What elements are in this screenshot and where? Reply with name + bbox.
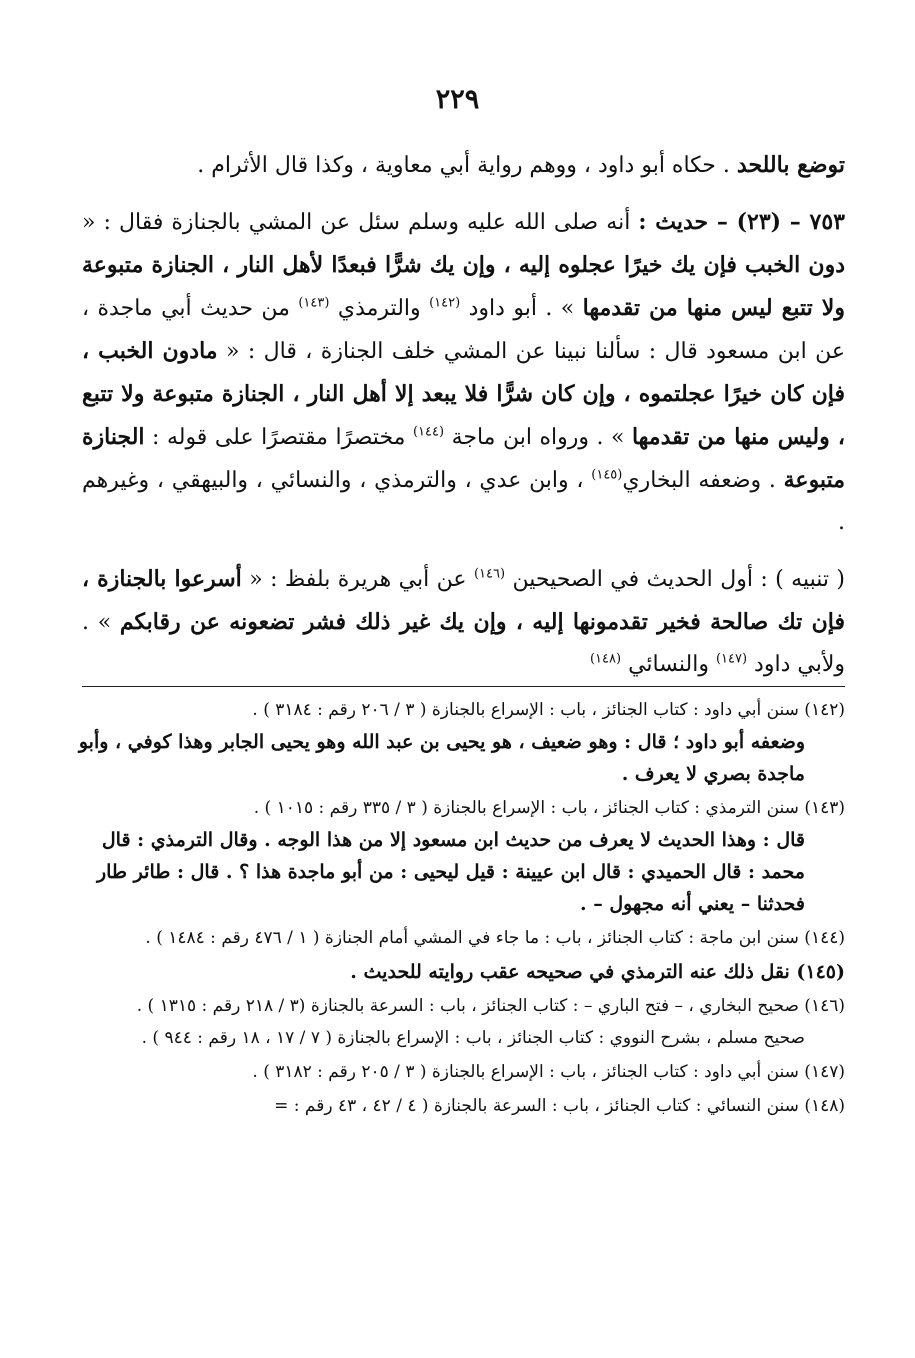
footnote-ref[interactable]: (١٤٨): [589, 651, 622, 667]
footnote-ref[interactable]: (١٤٢): [429, 295, 461, 311]
paragraph-2: [82, 201, 845, 544]
footnote-line: (١٤٥) نقل ذلك عنه الترمذي في صحيحه عقب روايته للحديث .: [350, 961, 845, 983]
paragraph-text: مختصرًا مقتصرًا على قوله :: [144, 425, 413, 450]
paragraph-text: من حديث أبي ماجدة ، عن ابن مسعود قال : سألنا نبينا عن المشي خلف الجنازة ، قال : «: [82, 296, 845, 364]
footnote-continuation: قال : وهذا الحديث لا يعرف من حديث ابن مسعود إلا من هذا الوجه . وقال الترمذي : قال محمد : قال الحميدي : قال ابن عيينة : قيل ليحيى : من أبو ماجدة هذا ؟ . قال : طائر طار فحدثنا – يعني أنه مجهول – .: [96, 829, 805, 915]
paragraph-text: ، وابن عدي ، والترمذي ، والنسائي ، والبيهقي ، وغيرهم .: [82, 468, 845, 535]
paragraph-text: . وضعفه البخاري: [622, 468, 784, 493]
footnote-continuation: صحيح مسلم ، بشرح النووي : كتاب الجنائز ، باب : الإسراع بالجنازة ( ٧ / ١٧ ، ١٨ رقم : ٩٤٤ ) .: [141, 1028, 805, 1048]
paragraph-3: [82, 558, 845, 686]
footnote-145: [66, 956, 845, 988]
hadith-heading: ٧٥٣ – (٢٣) – حديث :: [638, 209, 845, 235]
paragraph-1: [82, 144, 845, 187]
footnote-144: [66, 922, 845, 954]
footnote-divider: [82, 686, 845, 687]
footnote-line: (١٤٣) سنن الترمذي : كتاب الجنائز ، باب : الإسراع بالجنازة ( ٣ / ٣٣٥ رقم : ١٠١٥ ) .: [253, 798, 845, 818]
paragraph-text: . حكاه أبو داود ، ووهم رواية أبي معاوية ، وكذا قال الأثرام .: [197, 153, 737, 178]
footnote-ref[interactable]: (١٤٣): [298, 295, 330, 311]
footnote-147: [66, 1056, 845, 1088]
footnote-line: (١٤٤) سنن ابن ماجة : كتاب الجنائز ، باب : ما جاء في المشي أمام الجنازة ( ١ / ٤٧٦ رقم : ١٤٨٤ ) .: [145, 928, 845, 948]
paragraph-text: أنه صلى الله عليه وسلم سئل عن المشي بالجنازة فقال : «: [82, 210, 639, 235]
hadith-text: الجنازة متبوعة: [82, 424, 845, 493]
footnote-ref[interactable]: (١٤٧): [715, 651, 748, 667]
footnote-143: [66, 792, 845, 920]
paragraph-text: والترمذي: [329, 296, 430, 321]
hadith-text: دون الخبب فإن يك خيرًا عجلوه إليه ، وإن يك شرًّا فبعدًا لأهل النار ، الجنازة متبوعة ولا تتبع ليس منها من تقدمها: [82, 252, 845, 321]
hadith-text: مادون الخبب ، فإن كان خيرًا عجلتموه ، وإن كان شرًّا فلا يبعد إلا أهل النار ، الجنازة متبوعة ولا تتبع ، وليس منها من تقدمها: [82, 338, 845, 450]
paragraph-text: » . ولأبي داود: [82, 610, 845, 677]
bold-lead: توضع باللحد: [736, 152, 845, 178]
paragraph-text: والنسائي: [621, 652, 716, 677]
hadith-text: أسرعوا بالجنازة ، فإن تك صالحة فخير تقدمونها إليه ، وإن يك غير ذلك فشر تضعونه عن رقابكم: [82, 566, 845, 635]
footnote-line: (١٤٢) سنن أبي داود : كتاب الجنائز ، باب : الإسراع بالجنازة ( ٣ / ٢٠٦ رقم : ٣١٨٤ ) .: [252, 700, 845, 720]
footnote-ref[interactable]: (١٤٤): [412, 424, 445, 440]
paragraph-text: » . ورواه ابن ماجة: [444, 425, 632, 450]
footnote-line: (١٤٦) صحيح البخاري ، – فتح الباري – : كتاب الجنائز ، باب : السرعة بالجنازة (٣ / ٢١٨ رقم : ١٣١٥ ) .: [136, 996, 845, 1016]
page-number: ٢٢٩: [435, 84, 480, 115]
footnote-line: (١٤٨) سنن النسائي : كتاب الجنائز ، باب : السرعة بالجنازة ( ٤ / ٤٢ ، ٤٣ رقم : =: [274, 1096, 845, 1116]
footnotes: [66, 694, 845, 1124]
footnote-ref[interactable]: (١٤٥): [591, 467, 623, 483]
paragraph-text: ( تنبيه ) : أول الحديث في الصحيحين: [505, 567, 846, 592]
footnote-148: [66, 1090, 845, 1122]
footnote-146: [66, 990, 845, 1054]
main-text: [82, 144, 845, 686]
footnote-line: (١٤٧) سنن أبي داود : كتاب الجنائز ، باب : الإسراع بالجنازة ( ٣ / ٢٠٥ رقم : ٣١٨٢ ) .: [252, 1062, 845, 1082]
paragraph-text: » . أبو داود: [460, 296, 583, 321]
footnote-continuation: وضعفه أبو داود ؛ قال : وهو ضعيف ، هو يحيى بن عبد الله وهو يحيى الجابر وهذا كوفي ، وأبو ماجدة بصري لا يعرف .: [78, 731, 805, 785]
footnote-ref[interactable]: (١٤٦): [473, 566, 506, 582]
paragraph-text: عن أبي هريرة بلفظ : «: [241, 567, 474, 592]
footnote-142: [66, 694, 845, 790]
